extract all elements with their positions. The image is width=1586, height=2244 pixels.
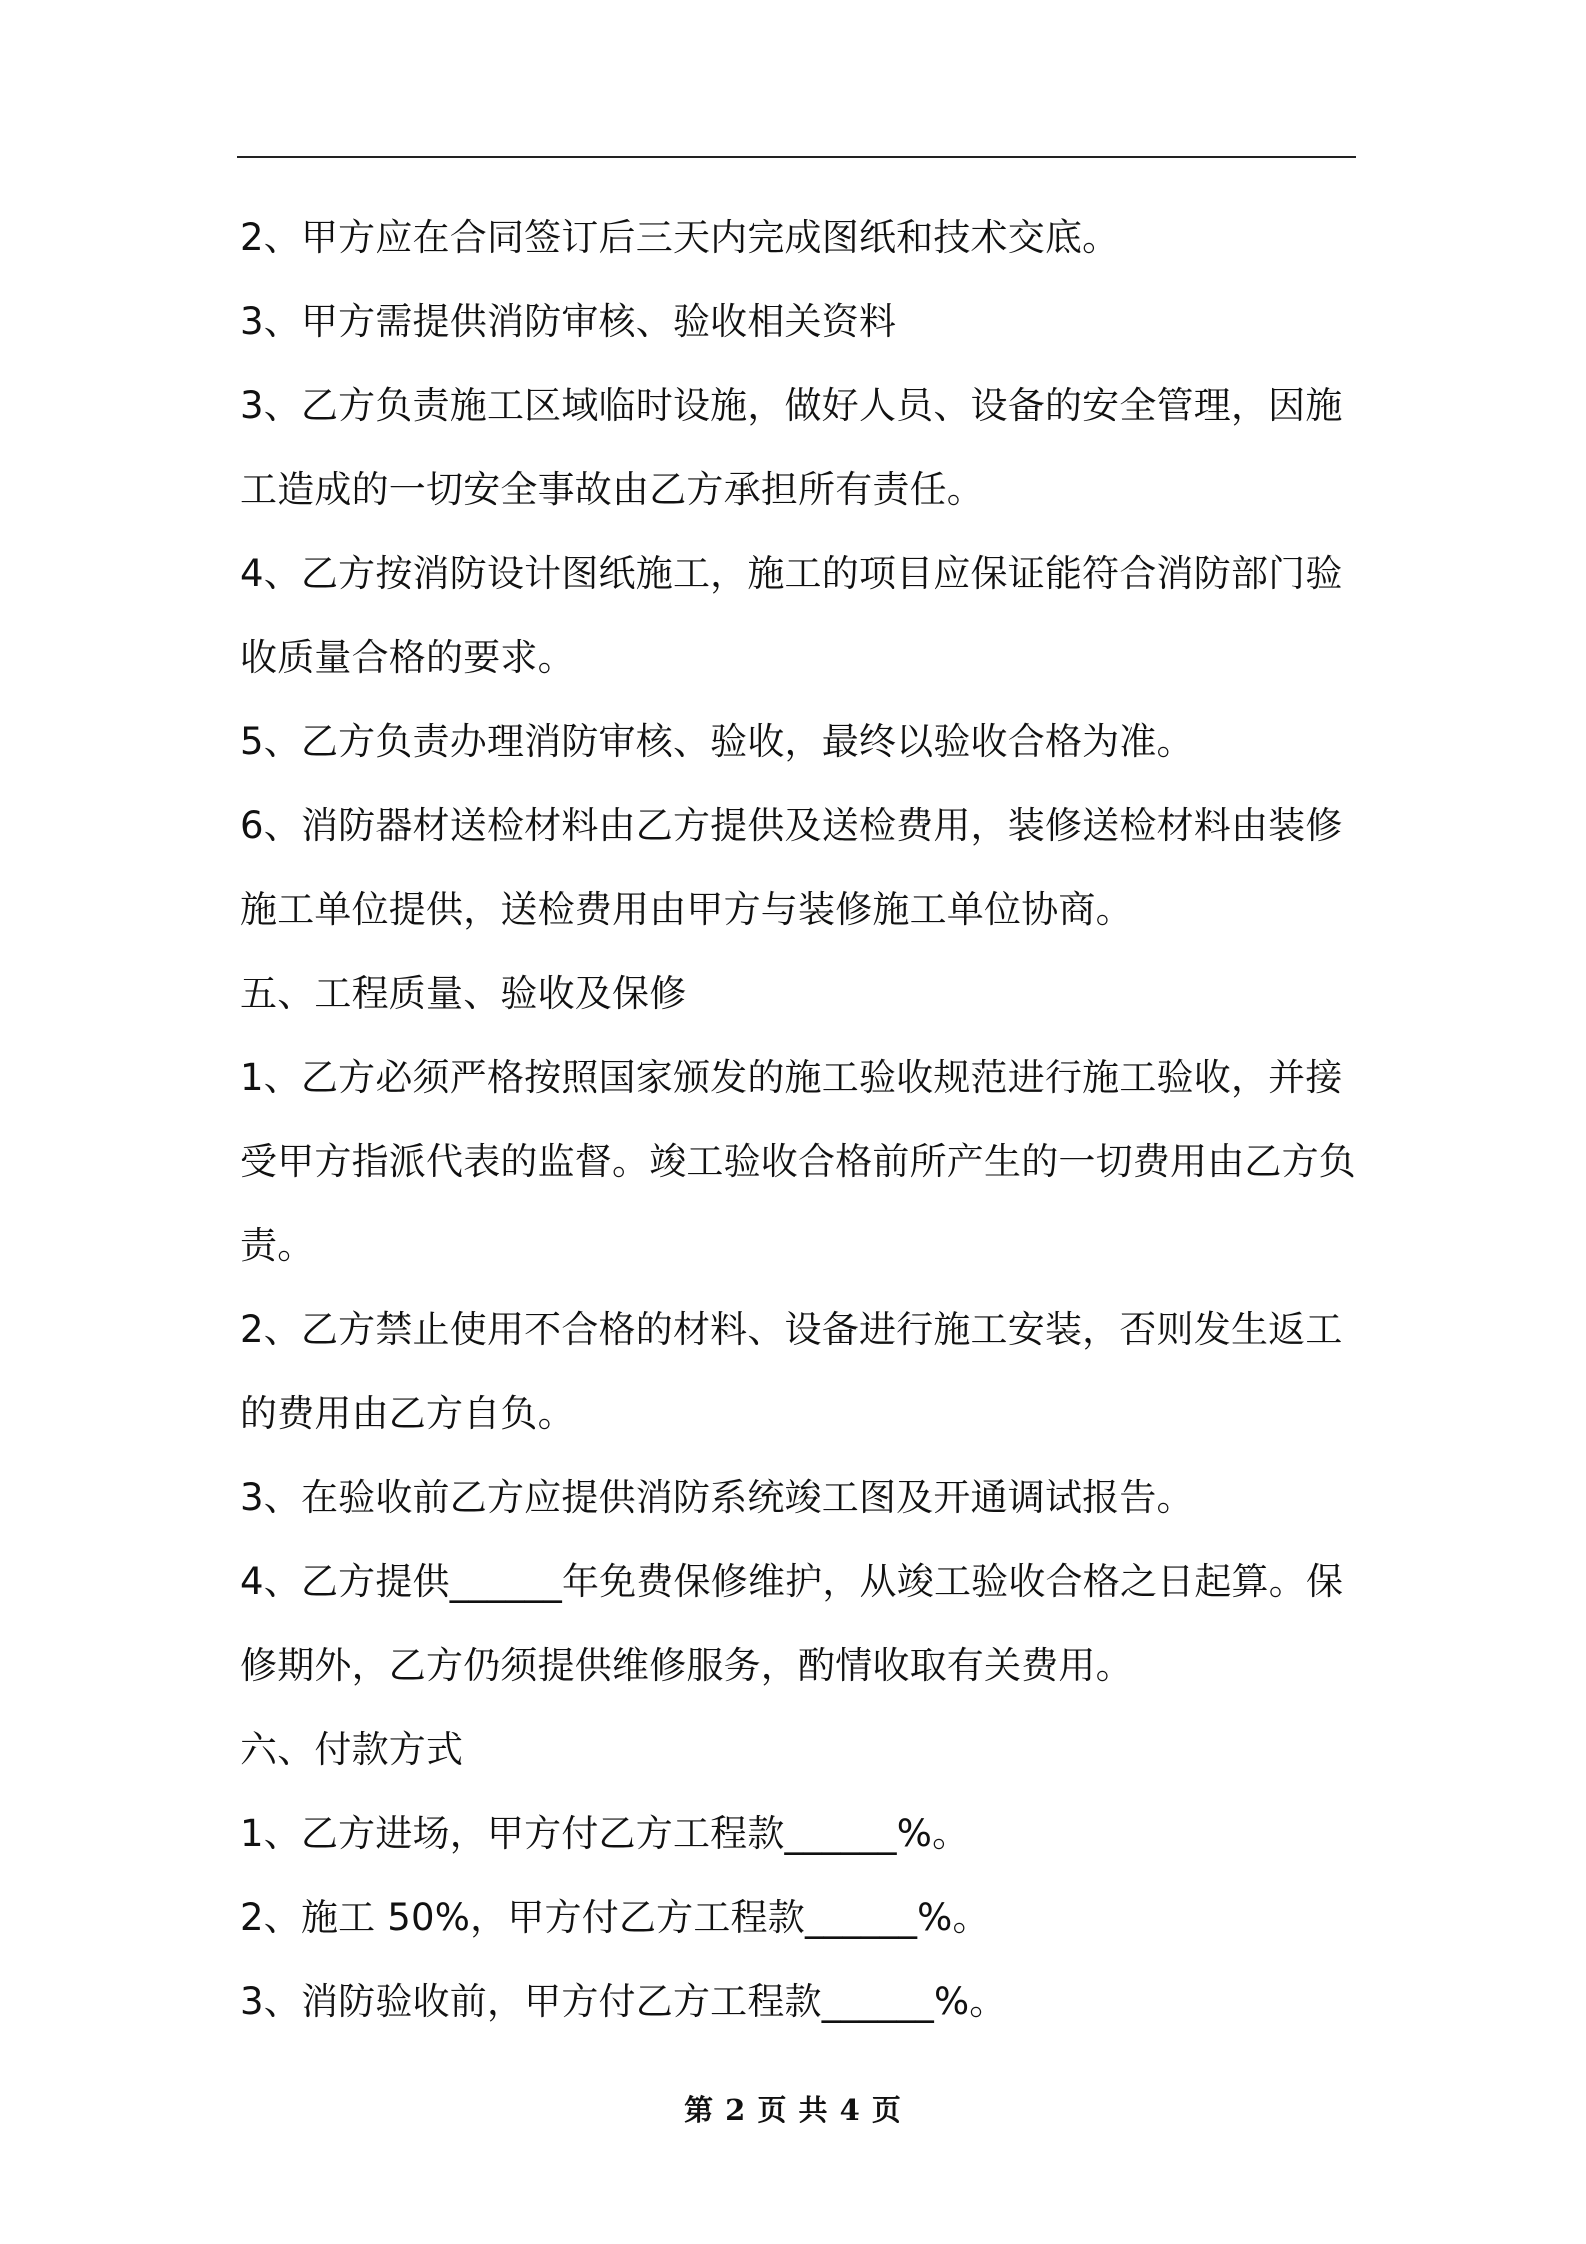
text-line: 受甲方指派代表的监督。竣工验收合格前所产生的一切费用由乙方负 — [240, 1140, 1356, 1183]
page-number: 第 2 页 共 4 页 — [684, 2093, 902, 2127]
text-line: 5、乙方负责办理消防审核、验收，最终以验收合格为准。 — [240, 720, 1194, 763]
text-line: 工造成的一切安全事故由乙方承担所有责任。 — [240, 468, 984, 511]
text-line: 施工单位提供，送检费用由甲方与装修施工单位协商。 — [240, 888, 1133, 931]
text-line: 2、甲方应在合同签订后三天内完成图纸和技术交底。 — [240, 216, 1120, 259]
section-heading: 五、工程质量、验收及保修 — [240, 972, 687, 1015]
text-line: 的费用由乙方自负。 — [240, 1392, 575, 1435]
text-line: 4、乙方按消防设计图纸施工，施工的项目应保证能符合消防部门验 — [240, 552, 1343, 595]
text-line: 1、乙方进场，甲方付乙方工程款______%。 — [240, 1812, 970, 1855]
text-line: 3、甲方需提供消防审核、验收相关资料 — [240, 300, 897, 343]
text-line: 3、在验收前乙方应提供消防系统竣工图及开通调试报告。 — [240, 1476, 1194, 1519]
document-body — [240, 196, 1358, 2044]
text-line: 2、乙方禁止使用不合格的材料、设备进行施工安装，否则发生返工 — [240, 1308, 1343, 1351]
text-line: 3、消防验收前，甲方付乙方工程款______%。 — [240, 1980, 1007, 2023]
text-line: 3、乙方负责施工区域临时设施，做好人员、设备的安全管理，因施 — [240, 384, 1343, 427]
text-line: 收质量合格的要求。 — [240, 636, 575, 679]
text-line: 责。 — [240, 1224, 315, 1267]
header-rule — [237, 156, 1356, 158]
text-line: 2、施工 50%，甲方付乙方工程款______%。 — [240, 1896, 990, 1939]
text-line: 6、消防器材送检材料由乙方提供及送检费用，装修送检材料由装修 — [240, 804, 1343, 847]
text-line: 4、乙方提供______年免费保修维护，从竣工验收合格之日起算。保 — [240, 1560, 1344, 1603]
text-line: 1、乙方必须严格按照国家颁发的施工验收规范进行施工验收，并接 — [240, 1056, 1343, 1099]
text-line: 修期外，乙方仍须提供维修服务，酌情收取有关费用。 — [240, 1644, 1133, 1687]
section-heading: 六、付款方式 — [240, 1728, 464, 1771]
